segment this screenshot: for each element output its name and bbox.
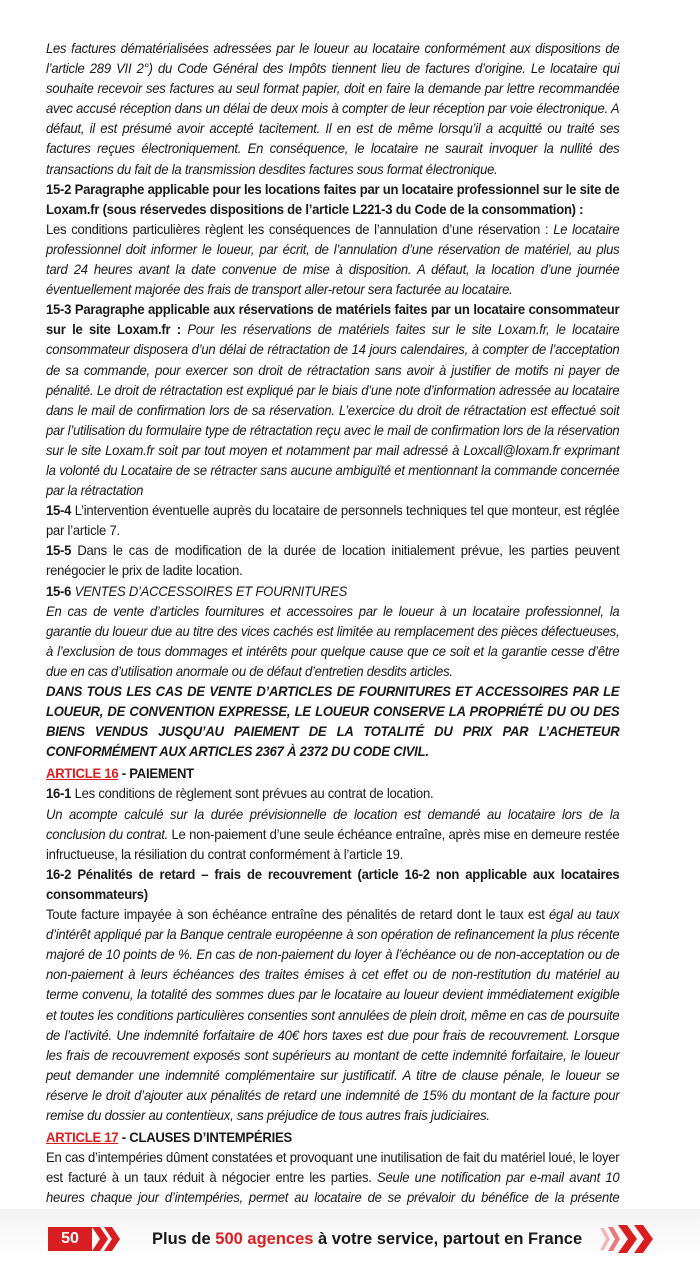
footer-text-after: à votre service, partout en France [313, 1230, 583, 1248]
section-16-1-text: Les conditions de règlement sont prévues au contrat de location. [71, 785, 434, 802]
section-16-1-num: 16-1 [46, 785, 72, 802]
section-15-5 [46, 540, 619, 580]
document-body [46, 38, 619, 1228]
footer-tagline [152, 1228, 583, 1250]
section-15-6-text: En cas de vente d’articles fournitures et accessoires par le loueur à un locataire professionnel, la garantie du loueur due au titre des vices cachés est limitée au remplacement des pièces défectueuses, à l’exclusion de tous dommages et intérêts pour quelque cause que ce soit et la garantie cesse d’être due en cas d’utilisation anormale ou de défaut d’entretien desdits articles. [46, 602, 620, 679]
section-15-6-num: 15-6 [46, 582, 72, 599]
article-17-heading [46, 1127, 619, 1147]
section-15-3-heading: 15-3 Paragraphe applicable aux réservations de matériels faites par un locataire consommateur sur le site Loxam.fr : [46, 301, 620, 338]
section-15-3-text: Pour les réservations de matériels faites sur le site Loxam.fr, le locataire consommateur disposera d’un délai de rétractation de 14 jours calendaires, à compter de l’acceptation de sa commande, pour exercer son droit de rétractation sans avoir à justifier de motifs ni payer de pénalité. Le droit de rétractation est expliqué par le biais d’une note d’information adressée au locataire dans le mail de confirmation lors de sa réservation. L’exercice du droit de rétractation est effectué soit par l’utilisation du formulaire type de rétractation reçu avec le mail de confirmation lors de la réservation sur le site Loxam.fr soit par tout moyen et notamment par mail adressé à Loxcall@loxam.fr exprimant la volonté du Locataire de se rétracter sans aucune ambiguïté et mentionnant la commande concernée par la rétractation [46, 321, 620, 499]
section-16-1-plain: Le non-paiement d’une seule échéance entraîne, après mise en demeure restée infructueuse, la résiliation du contrat conformément à l’article 19. [46, 825, 620, 862]
article-16-number: ARTICLE 16 [46, 765, 119, 782]
section-15-6-title: VENTES D’ACCESSOIRES ET FOURNITURES [71, 582, 348, 599]
section-16-2-italic: égal au taux d’intérêt appliqué par la Banque centrale européenne à son opération de refinancement la plus récente majoré de 10 points de %. En cas de non-paiement du loyer à l’échéance ou de non-acceptation ou de non-paiement à leurs échéances des traites émises à cet effet ou de non-restitution du matériel au terme convenu, la totalité des sommes dues par le locataire au loueur devient immédiatement exigible et toutes les conditions particulières consenties sont annulées de plein droit, même en cas de poursuite de l’activité. Une indemnité forfaitaire de 40€ hors taxes est due pour frais de recouvrement. Lorsque les frais de recouvrement exposés sont supérieurs au montant de cette indemnité forfaitaire, le loueur peut demander une indemnité complémentaire sur justificatif. A titre de clause pénale, le loueur se réserve le droit d’ajouter aux pénalités de retard une indemnité de 15% du montant de la facture pour remise du dossier au contentieux, sans préjudice de tous autres frais judiciaires. [46, 906, 620, 1123]
article-17-italic: Seule une notification par e-mail avant 10 heures chaque jour d’intempéries, permet au locataire de se prévaloir du bénéfice de la présente [46, 1169, 620, 1206]
section-15-5-text: Dans le cas de modification de la durée de location initialement prévue, les parties peuvent renégocier le prix de ladite location. [46, 542, 620, 579]
article-17-number: ARTICLE 17 [46, 1129, 119, 1146]
section-16-2-plain: Toute facture impayée à son échéance entraîne des pénalités de retard dont le taux est [46, 906, 550, 923]
section-16-1-continued [46, 804, 619, 864]
section-16-2-text [46, 904, 619, 1125]
intro-paragraph: Les factures dématérialisées adressées par le loueur au locataire conformément aux dispositions de l’article 289 VII 2°) du Code Général des Impôts tiennent lieu de factures d’origine. Le locataire qui souhaite recevoir ses factures au seul format papier, doit en faire la demande par lettre recommandée avec accusé réception dans un délai de deux mois à compter de leur réception par voie électronique. A défaut, il est présumé avoir accepté tacitement. Il en est de même lorsqu’il a acquitté ou traité ses factures reçues électroniquement. En conséquence, le locataire ne saurait invoquer la nullité des transactions du fait de la transmission desdites factures sous format électronique. [46, 40, 620, 177]
section-15-4-num: 15-4 [46, 502, 72, 519]
section-15-3 [46, 299, 619, 500]
page-number: 50 [48, 1227, 92, 1251]
chevrons-right-decoration-icon [600, 1225, 656, 1253]
section-16-1 [46, 783, 619, 803]
section-15-6-caps: DANS TOUS LES CAS DE VENTE D’ARTICLES DE FOURNITURES ET ACCESSOIRES PAR LE LOUEUR, DE CONVENTION EXPRESSE, LE LOUEUR CONSERVE LA PROPRIÉTÉ DU OU DES BIENS VENDUS JUSQU’AU PAIEMENT DE LA TOTALITÉ DU PRIX PAR L’ACHETEUR CONFORMÉMENT AUX ARTICLES 2367 À 2372 DU CODE CIVIL. [46, 683, 620, 760]
section-15-4 [46, 500, 619, 540]
section-15-2-heading: 15-2 Paragraphe applicable pour les locations faites par un locataire professionnel sur le site de Loxam.fr (sous réservedes dispositions de l’article L221-3 du Code de la consommation) : [46, 180, 620, 217]
section-15-2-text-italic: Le locataire professionnel doit informer le loueur, par écrit, de l’annulation d’une réservation de matériel, au plus tard 24 heures avant la date convenue de mise à disposition. A défaut, la location d’une journée éventuellement majorée des frais de transport aller-retour sera facturée au locataire. [46, 220, 620, 298]
section-16-2-heading: 16-2 Pénalités de retard – frais de recouvrement (article 16-2 non applicable aux locataires consommateurs) [46, 865, 620, 902]
article-17-title: - CLAUSES D’INTEMPÉRIES [118, 1129, 292, 1146]
footer-text-before: Plus de [152, 1230, 216, 1248]
chevrons-right-icon [92, 1227, 122, 1251]
section-15-4-text: L’intervention éventuelle auprès du locataire de personnels techniques tel que monteur, est réglée par l’article 7. [46, 502, 620, 539]
section-15-2-text-plain: Les conditions particulières règlent les conséquences de l’annulation d’une réservation : [46, 220, 554, 237]
article-16-title: - PAIEMENT [118, 765, 194, 782]
section-15-6-heading [46, 581, 619, 601]
section-15-5-num: 15-5 [46, 542, 72, 559]
article-17-plain: En cas d’intempéries dûment constatées et provoquant une inutilisation de fait du matériel loué, le loyer est facturé à un taux réduit à négocier entre les parties. [46, 1149, 620, 1186]
section-15-2-text [46, 219, 619, 299]
section-16-1-italic: Un acompte calculé sur la durée prévisionnelle de location est demandé au locataire lors de la conclusion du contrat. [46, 805, 620, 842]
article-16-heading [46, 763, 619, 783]
footer-highlight: 500 agences [215, 1230, 314, 1248]
